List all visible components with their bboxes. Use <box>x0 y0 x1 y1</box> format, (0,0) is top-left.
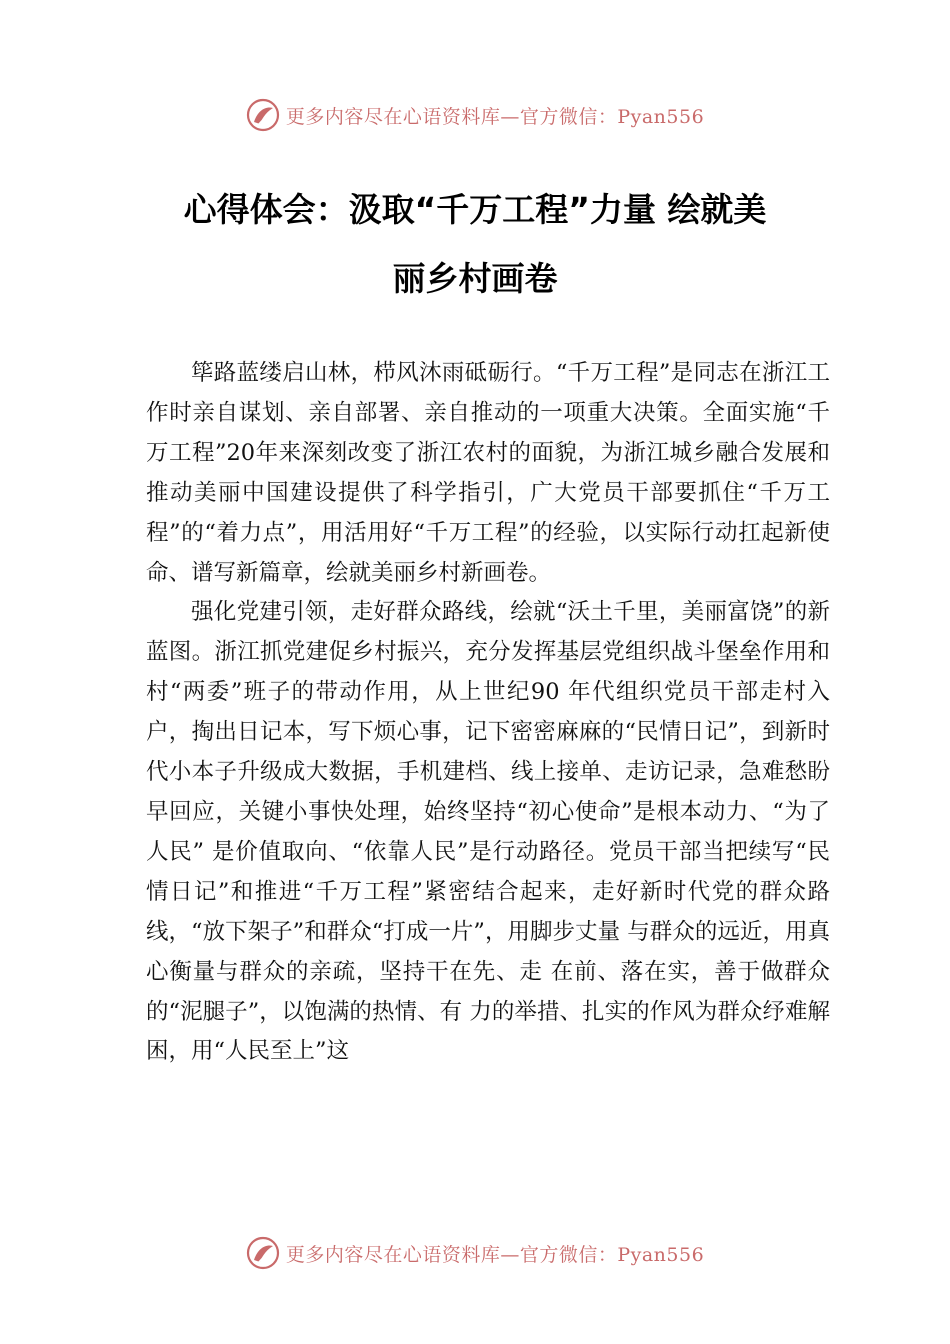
title-line-1: 心得体会：汲取“千万工程”力量 绘就美 <box>183 190 767 229</box>
paragraph-2: 强化党建引领，走好群众路线，绘就“沃土千里，美丽富饶”的新蓝图。浙江抓党建促乡村振兴，充分发挥基层党组织战斗堡垒作用和村“两委”班子的带动作用，从上世纪90 年代组织党员干部走村入户，掏出日记本，写下烦心事，记下密密麻麻的“民情日记”，到新时代小本子升级成大数据，手机建档、线上接单、走访记录，急难愁盼早回应，关键小事快处理，始终坚持“初心使命”是根本动力、“为了人民” 是价值取向、“依靠人民”是行动路径。党员干部当把续写“民 情日记”和推进“千万工程”紧密结合起来，走好新时代党的群众路线，“放下架子”和群众“打成一片”，用脚步丈量 与群众的远近，用真心衡量与群众的亲疏，坚持干在先、走 在前、落在实，善于做群众的“泥腿子”，以饱满的热情、有 力的举措、扎实的作风为群众纾难解困，用“人民至上”这 <box>146 599 830 1065</box>
footer-banner-text: 更多内容尽在心语资料库—官方微信：Pyan556 <box>285 1243 705 1266</box>
brush-logo-icon <box>246 98 280 132</box>
header-banner-text: 更多内容尽在心语资料库—官方微信：Pyan556 <box>285 105 705 128</box>
header-banner <box>0 95 950 135</box>
title-line-2: 丽乡村画卷 <box>392 259 558 298</box>
paragraph-1: 筚路蓝缕启山林，栉风沐雨砥砺行。“千万工程”是同志在浙江工作时亲自谋划、亲自部署、亲自推动的一项重大决策。全面实施“千万工程”20年来深刻改变了浙江农村的面貌，为浙江城乡融合发展和推动美丽中国建设提供了科学指引，广大党员干部要抓住“千万工程”的“着力点”，用活用好“千万工程”的经验，以实际行动扛起新使命、谱写新篇章，绘就美丽乡村新画卷。 <box>146 360 830 586</box>
document-title <box>120 175 830 313</box>
footer-banner <box>0 1233 950 1273</box>
document-body <box>146 354 830 1072</box>
brush-logo-icon <box>246 1236 280 1270</box>
